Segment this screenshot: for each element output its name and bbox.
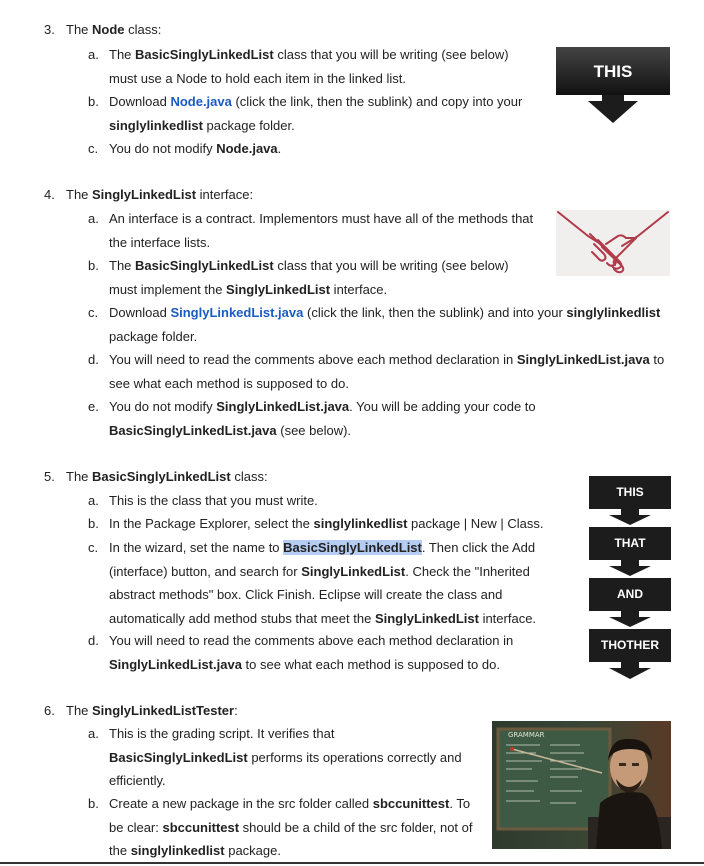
- list-item: d. You will need to read the comments above each method declaration in SinglyLinkedList.java to see what each method is supposed to do.: [88, 633, 514, 672]
- classroom-photo: [492, 721, 671, 849]
- handshake-icon: [556, 210, 670, 276]
- list-item: c. You do not modify Node.java.: [88, 141, 282, 156]
- this-label: THIS: [616, 485, 644, 499]
- down-arrow-icon: [556, 47, 670, 123]
- list-item: a. The BasicSinglyLinkedList class that you will be writing (see below) must use a Node to hold each item in the linked list.: [88, 47, 509, 86]
- classroom-photo-icon: [492, 721, 671, 849]
- list-item: c. In the wizard, set the name to BasicSinglyLinkedList. Then click the Add (interface) button, and search for SinglyLinkedList. Check the "Inherited abstract methods" box. Click Finish. Eclipse will create the class and automatically add method stubs that meet the SinglyLinkedList interface.: [88, 540, 537, 626]
- list-item: b. Download Node.java (click the link, then the sublink) and copy into your singlylinkedlist package folder.: [88, 94, 523, 133]
- board-text: GRAMMAR: [508, 731, 545, 739]
- singly-linked-list-java-link[interactable]: SinglyLinkedList.java: [170, 305, 304, 320]
- list-item: b. Create a new package in the src folder called sbccunittest. To be clear: sbccunittest should be a child of the src folder, not of the singlylinkedlist package.: [88, 796, 473, 858]
- list-item: c. Download SinglyLinkedList.java (click the link, then the sublink) and into your singlylinkedlist package folder.: [88, 305, 661, 344]
- list-item: a. This is the grading script. It verifies that BasicSinglyLinkedList performs its operations correctly and efficiently.: [88, 726, 462, 788]
- section-3-title: 3. The Node class:: [44, 22, 162, 37]
- list-item: b. The BasicSinglyLinkedList class that you will be writing (see below) must implement the SinglyLinkedList interface.: [88, 258, 509, 297]
- this-label: THIS: [593, 62, 633, 81]
- that-label: THAT: [614, 536, 646, 550]
- and-label: AND: [617, 587, 643, 601]
- list-item: b. In the Package Explorer, select the singlylinkedlist package | New | Class.: [88, 516, 544, 531]
- highlighted-class-name: BasicSinglyLinkedList: [283, 540, 422, 555]
- section-4-title: 4. The SinglyLinkedList interface:: [44, 187, 254, 202]
- thother-label: THOTHER: [601, 638, 659, 652]
- section-6-title: 6. The SinglyLinkedListTester:: [44, 703, 238, 718]
- list-item: e. You do not modify SinglyLinkedList.java. You will be adding your code to BasicSinglyLinkedList.java (see below).: [88, 399, 536, 438]
- node-java-link[interactable]: Node.java: [170, 94, 232, 109]
- arrow-sequence-image: [589, 473, 671, 681]
- list-item: d. You will need to read the comments above each method declaration in SinglyLinkedList.java to see what each method is supposed to do.: [88, 352, 665, 391]
- handshake-image: [556, 210, 670, 276]
- this-arrow-image: [556, 47, 670, 123]
- section-5-title: 5. The BasicSinglyLinkedList class:: [44, 469, 268, 484]
- list-item: a. This is the class that you must write.: [88, 493, 318, 508]
- bottom-divider: [0, 862, 704, 864]
- list-item: a. An interface is a contract. Implementors must have all of the methods that the interface lists.: [88, 211, 534, 250]
